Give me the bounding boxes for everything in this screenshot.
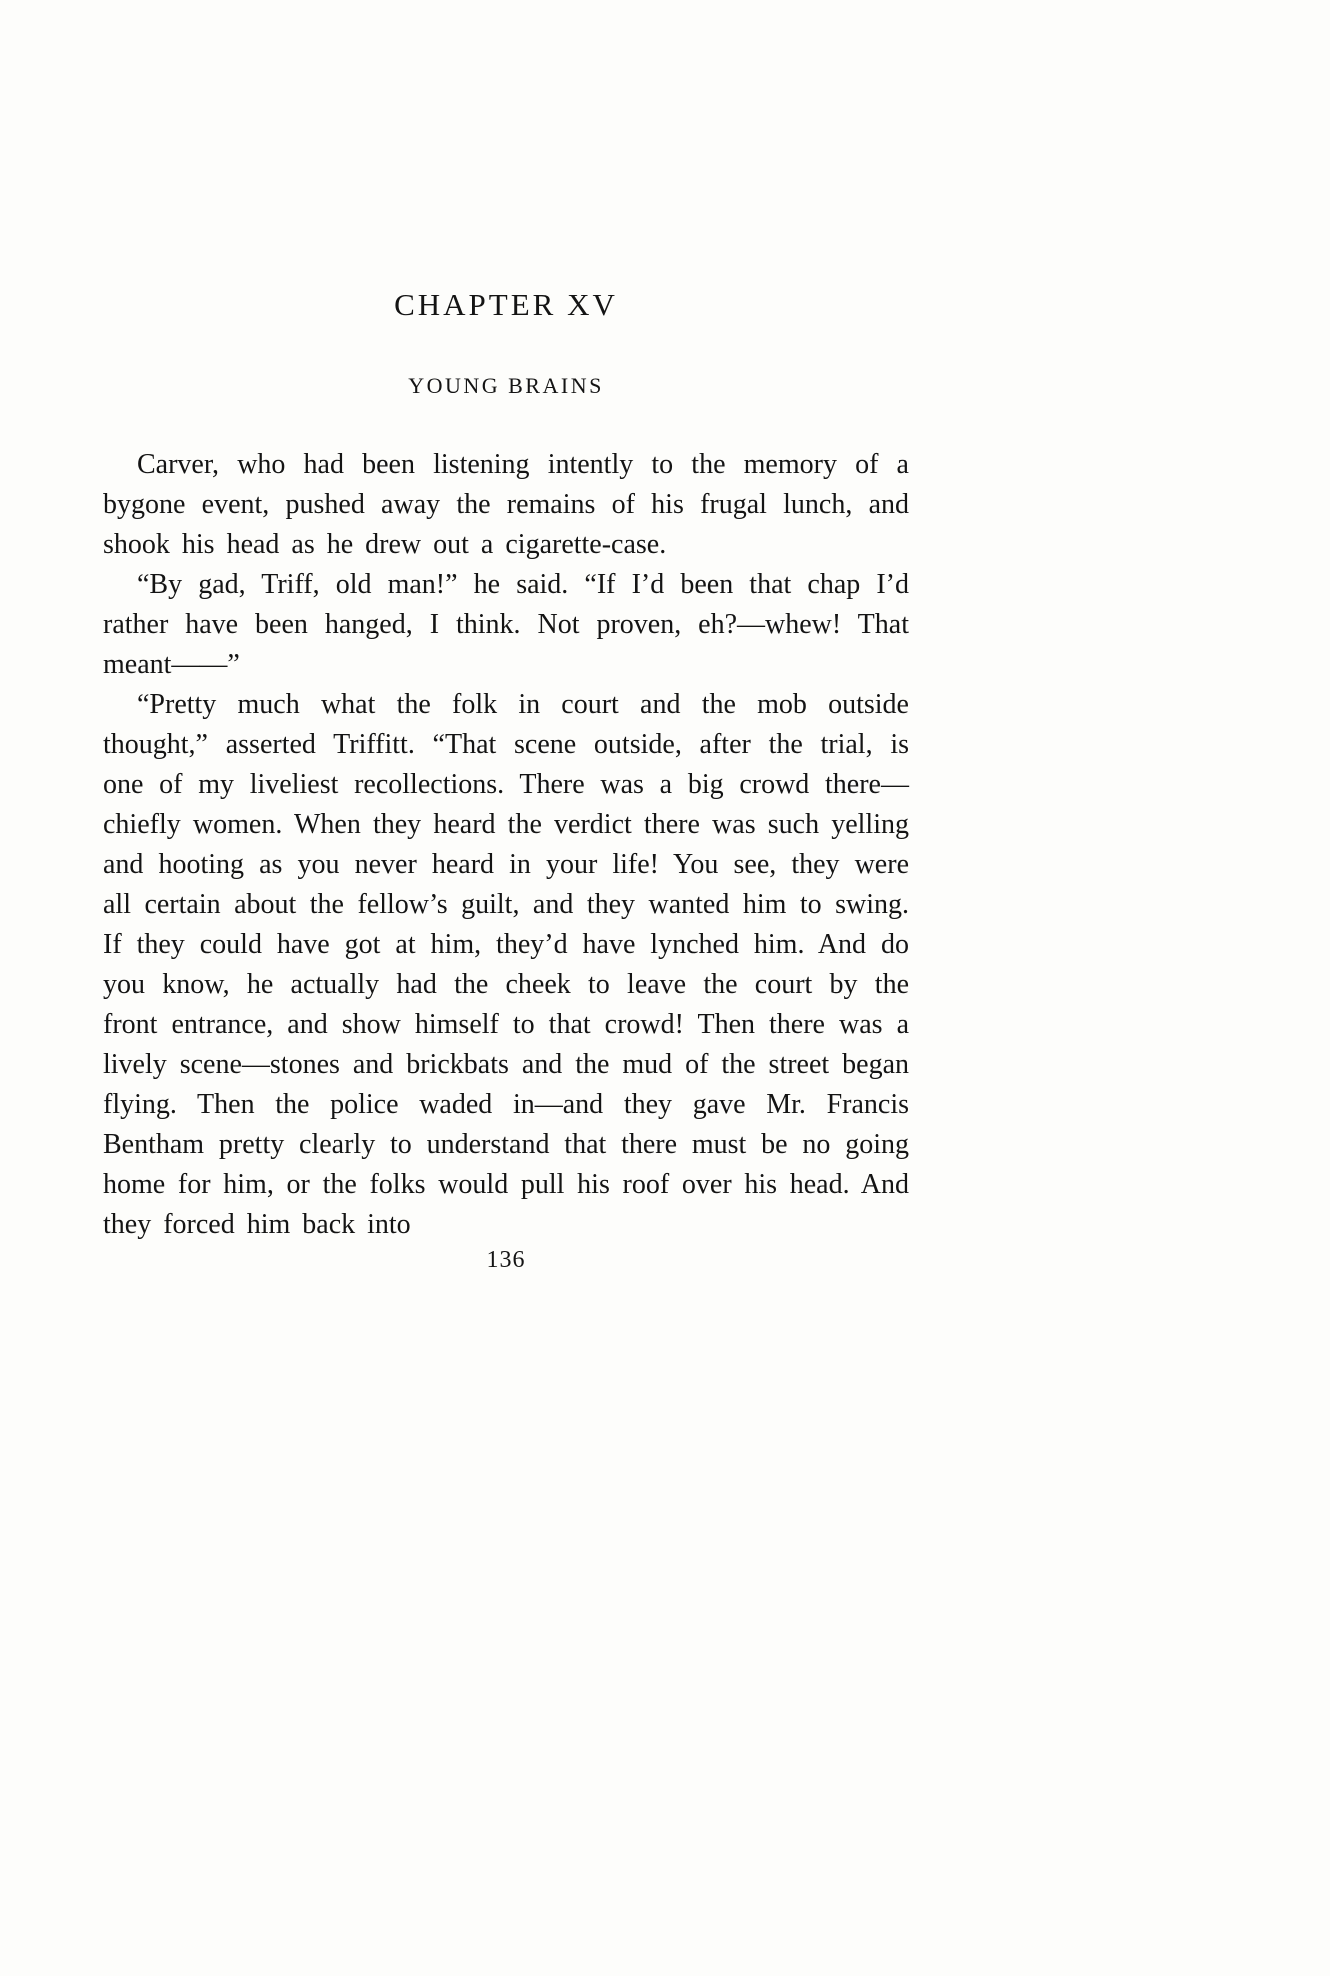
paragraph: Carver, who had been listening intently to the memory of a bygone event, pushed away the remains of his frugal lunch, and shook his head as he drew out a cigarette-case. [103, 449, 909, 560]
book-page [103, 0, 909, 1274]
paragraph: “By gad, Triff, old man!” he said. “If I’d been that chap I’d rather have been hanged, I think. Not proven, eh?—whew! That meant——” [103, 569, 909, 680]
body-text [103, 445, 909, 1245]
paragraph: “Pretty much what the folk in court and the mob outside thought,” asserted Triffitt. “That scene outside, after the trial, is one of my liveliest recollections. There was a big crowd there—chiefly women. When they heard the verdict there was such yelling and hooting as you never heard in your life! You see, they were all certain about the fellow’s guilt, and they wanted him to swing. If they could have got at him, they’d have lynched him. And do you know, he actually had the cheek to leave the court by the front entrance, and show himself to that crowd! Then there was a lively scene—stones and brickbats and the mud of the street began flying. Then the police waded in—and they gave Mr. Francis Bentham pretty clearly to understand that there must be no going home for him, or the folks would pull his roof over his head. And they forced him back into [103, 689, 909, 1240]
chapter-heading: CHAPTER XV [394, 287, 618, 322]
section-title: YOUNG BRAINS [408, 373, 604, 398]
page-number: 136 [486, 1247, 526, 1273]
